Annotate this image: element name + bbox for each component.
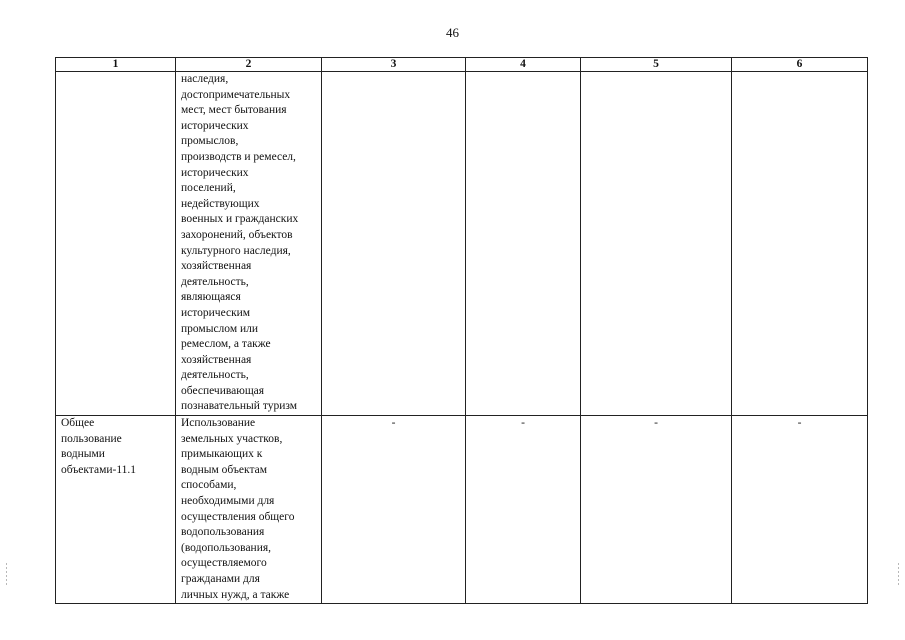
land-use-description: Использование земельных участков, примыкающих к водным объектам способами, необходимыми для осуществления общего водопользования (водопользования, осуществляемого гражданами для личных нужд, а также [181,417,295,601]
table-cell [322,72,466,416]
table-cell [56,72,176,416]
table-cell [322,416,466,604]
table-cell [732,72,868,416]
cell-value: - [797,417,802,430]
table-cell [581,416,732,604]
table-cell [56,416,176,604]
column-header-6: 6 [732,58,868,72]
column-header-5: 5 [581,58,732,72]
column-header-4: 4 [466,58,581,72]
scan-edge-mark-right [898,563,899,585]
cell-value: - [654,417,658,430]
page-number: 46 [446,25,459,40]
table-cell [466,416,581,604]
land-use-description: наследия, достопримечательных мест, мест бытования исторических промыслов, производств и ремесел, исторических поселений, недействующих военных и гражданских захоронений, объектов культурного наследия, хозяйственная деятельность, являющаяся историческим промыслом или ремеслом, а также хозяйственная деятельность, обеспечивающая познавательный туризм [181,73,299,413]
table-cell [732,416,868,604]
table-cell [176,416,322,604]
column-header-2: 2 [176,58,322,72]
land-use-type-name: Общее пользование водными объектами-11.1 [61,417,137,476]
cell-value: - [391,417,396,430]
table-cell [176,72,322,416]
table-row [56,416,868,604]
table-header-row [56,58,868,72]
column-header-3: 3 [322,58,466,72]
table-cell [466,72,581,416]
scan-edge-mark-left [6,563,7,585]
land-use-table [55,57,868,604]
column-header-1: 1 [56,58,176,72]
table-row [56,72,868,416]
cell-value: - [521,417,525,430]
table-cell [581,72,732,416]
